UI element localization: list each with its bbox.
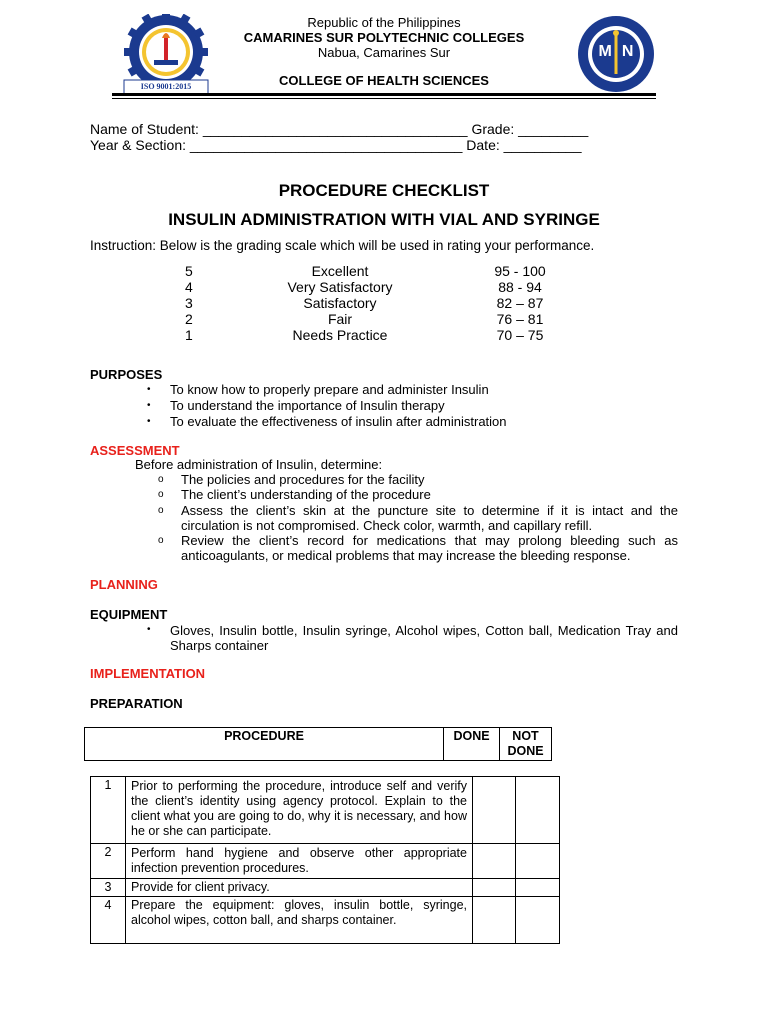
step-text: Perform hand hygiene and observe other appropriate infection prevention procedures. <box>126 844 473 879</box>
page-subtitle: INSULIN ADMINISTRATION WITH VIAL AND SYRINGE <box>168 210 600 229</box>
header-location: Nabua, Camarines Sur <box>317 45 451 60</box>
assessment-item: The policies and procedures for the facility <box>181 472 425 487</box>
scale-label: Needs Practice <box>292 327 388 343</box>
circle-bullet-icon: o <box>158 489 164 500</box>
scale-range: 95 - 100 <box>494 263 546 279</box>
scale-score: 1 <box>185 327 193 343</box>
bullet-icon: • <box>147 624 151 635</box>
scale-score: 5 <box>185 263 193 279</box>
scale-row <box>0 295 768 311</box>
scale-label: Fair <box>327 311 353 327</box>
purposes-list <box>0 382 768 430</box>
assessment-item: Assess the client’s skin at the puncture site to determine if it is intact and the circulation is not compromised. Check color, warmth, and capillary refill. <box>181 503 678 533</box>
planning-heading: PLANNING <box>90 577 158 592</box>
done-label-2: DONE <box>507 744 544 758</box>
scale-range: 70 – 75 <box>496 327 544 343</box>
preparation-heading: PREPARATION <box>90 696 183 711</box>
done-checkbox-cell[interactable] <box>473 879 516 897</box>
equipment-item: Gloves, Insulin bottle, Insulin syringe, Alcohol wipes, Cotton ball, Medication Tray and Sharps container <box>170 623 678 653</box>
header-divider-thin <box>112 98 656 99</box>
done-checkbox-cell[interactable] <box>473 777 516 844</box>
scale-range: 88 - 94 <box>498 279 542 295</box>
logo-caption: ISO 9001:2015 <box>140 82 192 91</box>
not-label: NOT <box>512 729 539 743</box>
circle-bullet-icon: o <box>158 535 164 546</box>
bullet-icon: • <box>147 400 151 411</box>
header-college-name: CAMARINES SUR POLYTECHNIC COLLEGES <box>243 30 525 45</box>
scale-score: 2 <box>185 311 193 327</box>
scale-label: Satisfactory <box>303 295 377 311</box>
step-text: Prepare the equipment: gloves, insulin bottle, syringe, alcohol wipes, cotton ball, and sharps container. <box>126 897 473 944</box>
not-done-checkbox-cell[interactable] <box>516 777 560 844</box>
circle-bullet-icon: o <box>158 474 164 485</box>
step-text: Prior to performing the procedure, introduce self and verify the client’s identity using agency protocol. Explain to the client what you are going to do, why it is necessary, and how he or she can participate. <box>126 777 473 844</box>
scale-range: 82 – 87 <box>496 295 544 311</box>
step-text: Provide for client privacy. <box>126 879 473 897</box>
not-done-checkbox-cell[interactable] <box>516 897 560 944</box>
scale-row <box>0 311 768 327</box>
table-row <box>91 879 560 897</box>
assessment-heading: ASSESSMENT <box>90 443 180 458</box>
table-row <box>91 844 560 879</box>
scale-label: Very Satisfactory <box>287 279 393 295</box>
step-number: 1 <box>91 777 126 844</box>
purposes-heading: PURPOSES <box>90 367 163 382</box>
step-number: 3 <box>91 879 126 897</box>
logo-mn-text: MN <box>598 43 644 60</box>
done-checkbox-cell[interactable] <box>473 897 516 944</box>
header-divider <box>112 93 656 96</box>
scale-score: 4 <box>185 279 193 295</box>
table-row <box>91 777 560 844</box>
scale-score: 3 <box>185 295 193 311</box>
done-label: DONE <box>453 729 490 743</box>
instruction-text: Instruction: Below is the grading scale which will be used in rating your performance. <box>90 238 595 253</box>
assessment-intro: Before administration of Insulin, determine: <box>135 457 383 472</box>
bullet-icon: • <box>147 416 151 427</box>
purpose-text: To evaluate the effectiveness of insulin after administration <box>170 414 507 429</box>
not-done-checkbox-cell[interactable] <box>516 844 560 879</box>
purpose-text: To know how to properly prepare and administer Insulin <box>170 382 489 397</box>
equipment-heading: EQUIPMENT <box>90 607 168 622</box>
not-done-column-header <box>500 728 552 761</box>
scale-label: Excellent <box>311 263 369 279</box>
nursing-seal-logo <box>576 14 656 94</box>
year-section-line: Year & Section: ___________________________________ Date: __________ <box>90 137 582 153</box>
table-header-row <box>85 728 552 761</box>
done-column-header <box>444 728 500 761</box>
not-done-checkbox-cell[interactable] <box>516 879 560 897</box>
assessment-item: Review the client’s record for medications that may prolong bleeding such as anticoagulants, or medical problems that may increase the bleeding response. <box>181 533 678 563</box>
scale-row <box>0 327 768 343</box>
scale-row <box>0 279 768 295</box>
step-number: 2 <box>91 844 126 879</box>
grading-scale <box>0 263 768 345</box>
checklist-header-table <box>84 727 552 761</box>
implementation-heading: IMPLEMENTATION <box>90 666 206 681</box>
scale-row <box>0 263 768 279</box>
procedure-column-header: PROCEDURE <box>85 728 444 761</box>
step-number: 4 <box>91 897 126 944</box>
bullet-icon: • <box>147 384 151 395</box>
procedure-steps-table <box>90 776 560 944</box>
circle-bullet-icon: o <box>158 505 164 516</box>
table-row <box>91 897 560 944</box>
header-department: COLLEGE OF HEALTH SCIENCES <box>279 73 489 88</box>
scale-range: 76 – 81 <box>496 311 544 327</box>
purpose-text: To understand the importance of Insulin therapy <box>170 398 445 413</box>
student-name-line: Name of Student: __________________________________ Grade: _________ <box>90 121 589 137</box>
page-title: PROCEDURE CHECKLIST <box>278 181 490 200</box>
assessment-item: The client’s understanding of the procedure <box>181 487 431 502</box>
header-republic: Republic of the Philippines <box>307 15 461 30</box>
done-checkbox-cell[interactable] <box>473 844 516 879</box>
